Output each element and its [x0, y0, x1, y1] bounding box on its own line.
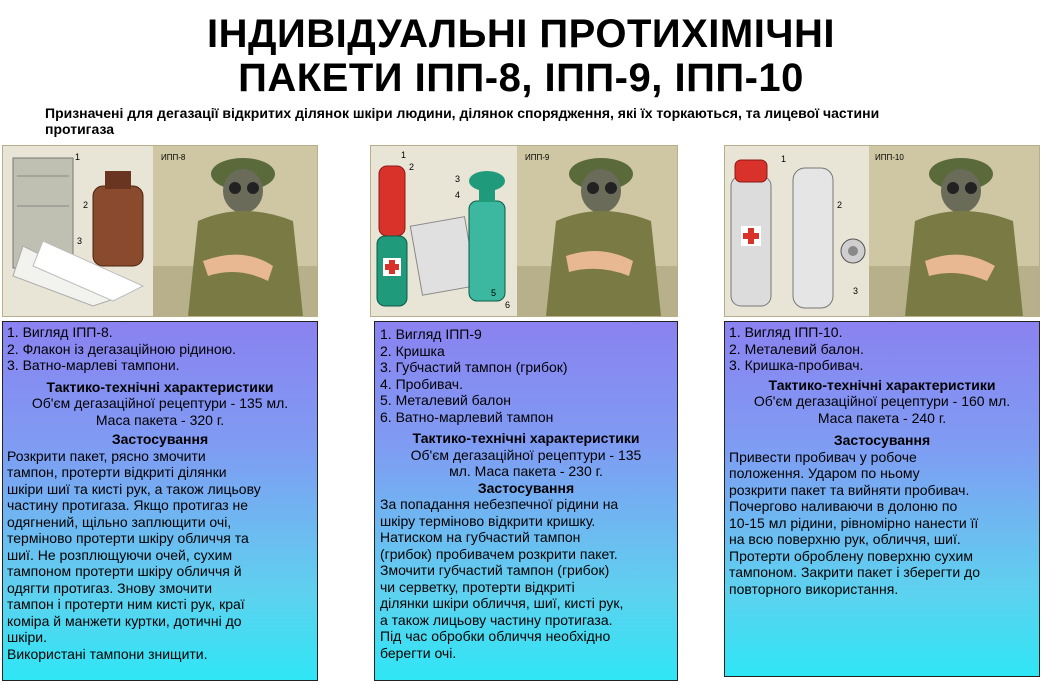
use-line: Почергово наливаючи в долоню по	[729, 498, 958, 514]
use-line: шкіри шиї та кисті рук, а також лицьову	[7, 480, 261, 497]
use-line: Привести пробивач у робоче	[729, 448, 917, 465]
use-line: шиї. Не розплющуючи очей, сухим	[7, 546, 233, 563]
use-line: на всю поверхню рук, обличчя, шиї.	[729, 531, 961, 547]
use-line: одягнений, щільно заплющити очі,	[7, 513, 232, 530]
flask-shape	[93, 186, 143, 266]
list-item: 3. Ватно-марлеві тампони.	[7, 357, 180, 373]
use-line: Під час обробки обличчя необхідно	[380, 628, 611, 644]
use-line: Натиском на губчастий тампон	[380, 529, 581, 545]
list-item: 2. Флакон із дегазаційною рідиною.	[7, 340, 237, 357]
list-item: 6. Ватно-марлевий тампон	[380, 408, 554, 425]
spec-line: мл. Маса пакета - 230 г.	[449, 463, 603, 479]
specs-heading: Тактико-технічні характеристики	[46, 378, 274, 395]
use-line: одягти протигаз. Знову змочити	[7, 579, 213, 596]
callout-2: 2	[83, 200, 89, 210]
callout-1: 1	[781, 154, 787, 164]
callout-2: 2	[409, 162, 415, 172]
use-heading: Застосування	[833, 432, 931, 448]
list-item: 3. Кришка-пробивач.	[729, 357, 864, 373]
use-line: ділянки шкіри обличчя, шиї, кисті рук,	[380, 595, 624, 611]
use-line: берегти очі.	[380, 644, 457, 661]
page-title-line-2: ПАКЕТИ ІПП-8, ІПП-9, ІПП-10	[238, 56, 804, 100]
ipp9-illustration-svg	[371, 146, 677, 316]
image-label: ИПП-8	[161, 153, 186, 162]
list-item: 1. Вигляд ІПП-10.	[729, 324, 843, 340]
specs-heading: Тактико-технічні характеристики	[768, 376, 996, 393]
ipp10-info-box	[724, 321, 1040, 677]
use-line: Протерти оброблену поверхню сухим	[729, 547, 973, 564]
ipp9-info-box	[374, 321, 678, 681]
use-line: а також лицьову частину протигаза.	[380, 611, 613, 628]
use-line: шкіри.	[7, 629, 47, 645]
use-line: тампоном протерти шкіру обличчя й	[7, 563, 242, 579]
use-line: розкрити пакет та вийняти пробивач.	[729, 481, 970, 498]
list-item: 2. Кришка	[380, 342, 445, 359]
spec-line: Об'єм дегазаційної рецептури - 160 мл.	[753, 393, 1011, 409]
list-item: 2. Металевий балон.	[729, 340, 864, 357]
callout-5: 5	[491, 288, 497, 298]
spec-line: Об'єм дегазаційної рецептури - 135	[410, 446, 642, 463]
ipp10-illustration-svg	[725, 146, 1039, 316]
ipp8-illustration-svg	[3, 146, 317, 316]
use-line: терміново протерти шкіру обличчя та	[7, 530, 249, 546]
subtitle-line-1: Призначені для дегазації відкритих ділянок шкіри людини, ділянок спорядження, які їх торкаються, та лицевої частини	[45, 105, 880, 121]
callout-6: 6	[505, 300, 511, 310]
use-line: чи серветку, протерти відкриті	[380, 578, 575, 595]
use-line: Розкрити пакет, рясно змочити	[7, 447, 206, 464]
callout-4: 4	[455, 190, 461, 200]
page-title-line-1: ІНДИВІДУАЛЬНІ ПРОТИХІМІЧНІ	[207, 12, 835, 56]
use-line: За попадання небезпечної рідини на	[380, 496, 619, 512]
list-item: 1. Вигляд ІПП-8.	[7, 324, 113, 340]
list-item: 3. Губчастий тампон (грибок)	[380, 359, 568, 375]
use-line: повторного використання.	[729, 580, 899, 597]
ipp9-illustration	[370, 145, 678, 317]
use-heading: Застосування	[111, 431, 209, 447]
use-line: тампон і протерти ним кисті рук, краї	[7, 596, 245, 612]
use-line: тампон, протерти відкриті ділянки	[7, 464, 227, 480]
use-line: 10-15 мл рідини, рівномірно нанести її	[729, 514, 979, 531]
list-item: 1. Вигляд ІПП-9	[380, 326, 482, 342]
ipp8-illustration	[2, 145, 318, 317]
use-line: шкіру терміново відкрити кришку.	[380, 512, 596, 529]
list-item: 5. Металевий балон	[380, 392, 511, 408]
use-heading: Застосування	[477, 479, 575, 496]
spec-line: Об'єм дегазаційної рецептури - 135 мл.	[31, 395, 289, 411]
image-label: ИПП-10	[875, 153, 904, 162]
ipp10-illustration	[724, 145, 1040, 317]
callout-3: 3	[455, 174, 461, 184]
use-line: (грибок) пробивачем розкрити пакет.	[380, 545, 618, 562]
image-label: ИПП-9	[525, 153, 550, 162]
ipp8-info-box	[2, 321, 318, 681]
callout-3: 3	[853, 286, 859, 296]
page-subtitle	[45, 105, 1025, 137]
callout-1: 1	[75, 152, 81, 162]
spec-line: Маса пакета - 320 г.	[95, 411, 225, 428]
callout-3: 3	[77, 236, 83, 246]
use-line: частину протигаза. Якщо протигаз не	[7, 497, 249, 513]
subtitle-line-2: протигаза	[45, 121, 115, 137]
use-line: коміра й манжети куртки, дотичні до	[7, 612, 242, 629]
list-item: 4. Пробивач.	[380, 375, 463, 392]
callout-1: 1	[401, 150, 407, 160]
use-line: тампоном. Закрити пакет і зберегти до	[729, 564, 980, 580]
callout-2: 2	[837, 200, 843, 210]
spec-line: Маса пакета - 240 г.	[817, 409, 947, 426]
use-line: положення. Ударом по ньому	[729, 465, 920, 481]
use-line: Використані тампони знищити.	[7, 645, 208, 662]
specs-heading: Тактико-технічні характеристики	[412, 430, 640, 446]
use-line: Змочити губчастий тампон (грибок)	[380, 562, 610, 578]
